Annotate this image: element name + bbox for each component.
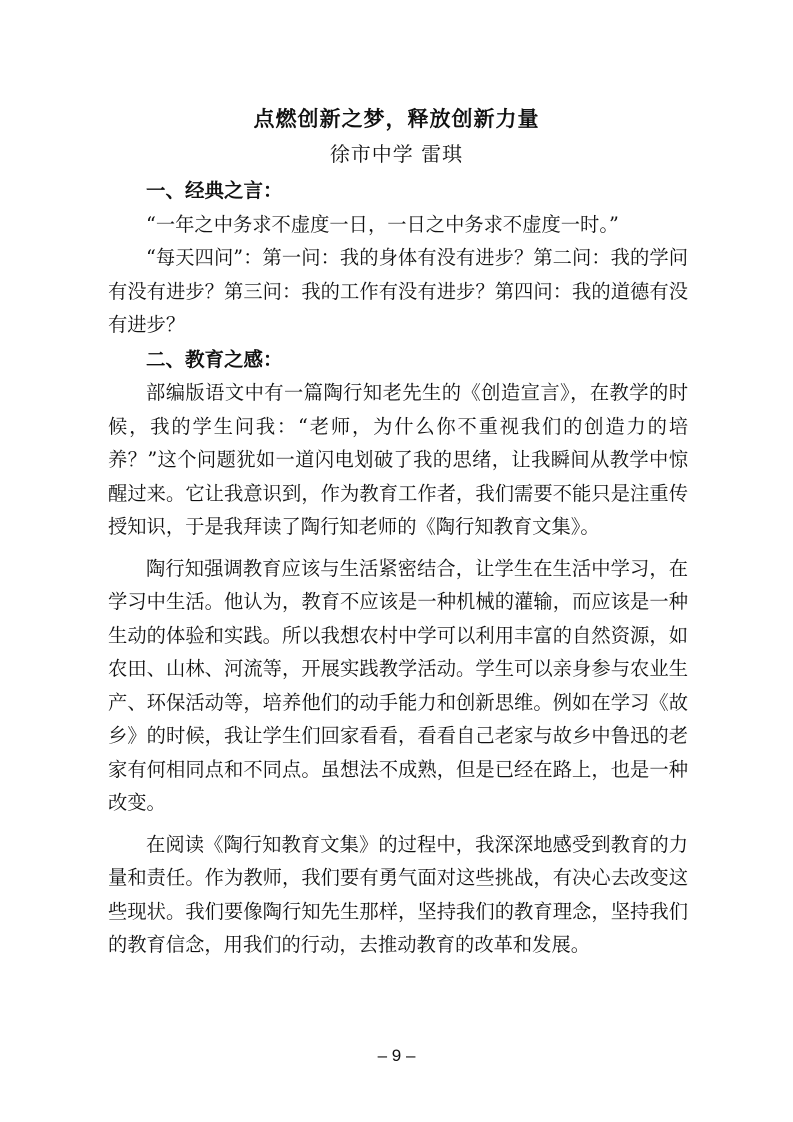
paragraph: 陶行知强调教育应该与生活紧密结合，让学生在生活中学习，在学习中生活。他认为，教育不应该是一种机械的灌输，而应该是一种生动的体验和实践。所以我想农村中学可以利用丰富的自然资源，如农田、山林、河流等，开展实践教学活动。学生可以亲身参与农业生产、环保活动等，培养他们的动手能力和创新思维。例如在学习《故乡》的时候，我让学生们回家看看，看看自己老家与故乡中鲁迅的老家有何相同点和不同点。虽想法不成熟，但是已经在路上，也是一种改变。 [108,556,688,814]
section-heading-classic-quotes: 一、经典之言： [146,179,283,202]
paragraph: “每天四问”：第一问：我的身体有没有进步？第二问：我的学问有没有进步？第三问：我的工作有没有进步？第四问：我的道德有没有进步？ [108,246,688,336]
paragraph: “一年之中务求不虚度一日，一日之中务求不虚度一时。” [146,212,619,236]
page-number: – 9 – [377,1046,416,1065]
document-body [108,174,688,962]
document-author: 徐市中学 雷琪 [329,142,464,166]
paragraph: 部编版语文中有一篇陶行知老先生的《创造宣言》，在教学的时候，我的学生问我：“老师，为什么你不重视我们的创造力的培养？”这个问题犹如一道闪电划破了我的思绪，让我瞬间从教学中惊醒过来。它让我意识到，作为教育工作者，我们需要不能只是注重传授知识，于是我拜读了陶行知老师的《陶行知教育文集》。 [108,381,688,538]
document-title: 点燃创新之梦，释放创新力量 [253,107,540,131]
section-heading-education-reflection: 二、教育之感： [146,347,283,371]
paragraph: 在阅读《陶行知教育文集》的过程中，我深深地感受到教育的力量和责任。作为教师，我们要有勇气面对这些挑战，有决心去改变这些现状。我们要像陶行知先生那样，坚持我们的教育理念，坚持我们的教育信念，用我们的行动，去推动教育的改革和发展。 [108,832,688,956]
